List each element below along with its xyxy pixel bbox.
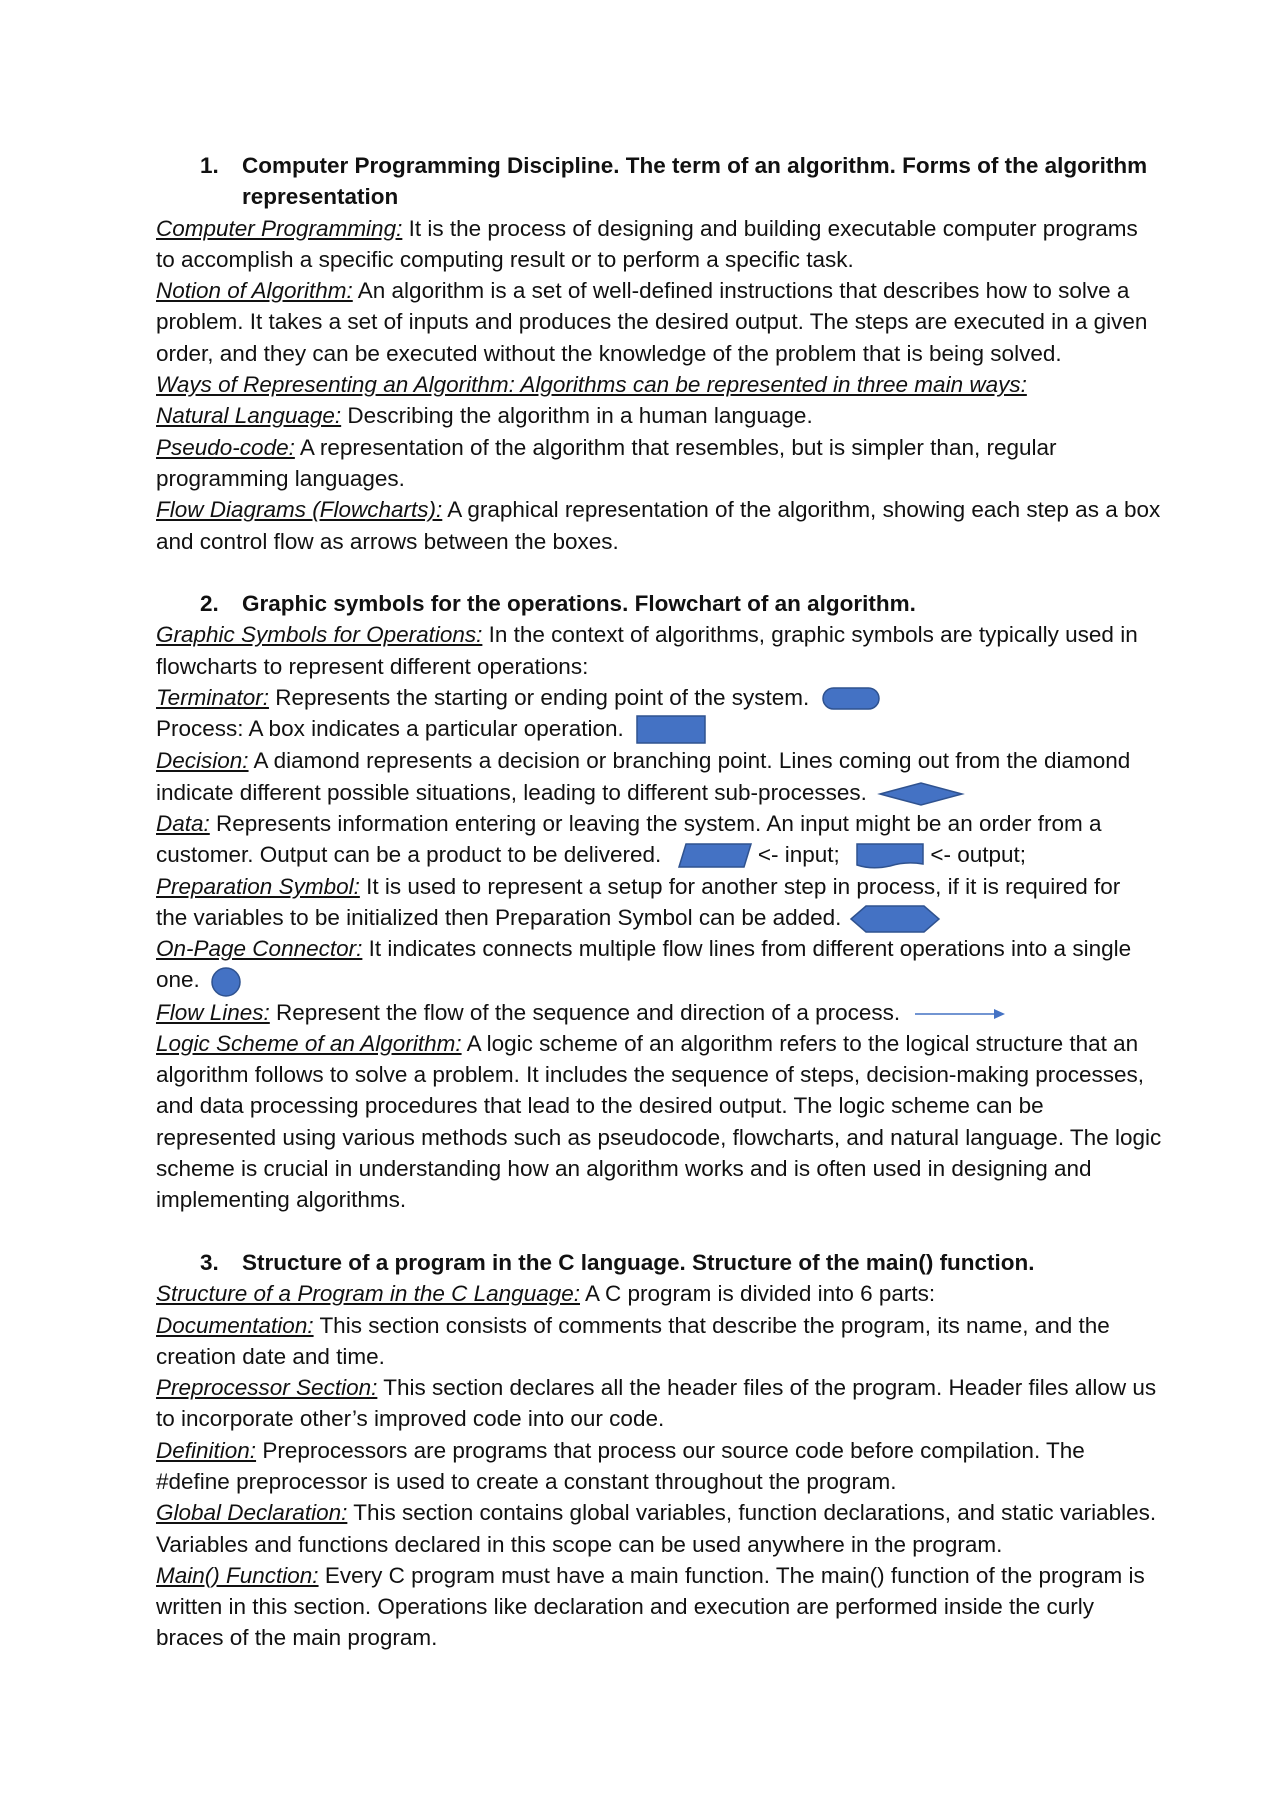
preparation-symbol-icon — [850, 905, 940, 933]
document-page — [156, 150, 1162, 1654]
paragraph-line: #define preprocessor is used to create a constant throughout the program. — [156, 1469, 897, 1494]
term-label: Structure of a Program in the C Language: — [156, 1281, 580, 1307]
section-1-heading — [156, 150, 1148, 181]
paragraph: On-Page Connector: It indicates connects multiple flow lines from different operations into a single — [156, 936, 1132, 962]
paragraph-line: Variables and functions declared in this scope can be used anywhere in the program. — [156, 1531, 1003, 1557]
paragraph: Logic Scheme of an Algorithm: A logic scheme of an algorithm refers to the logical structure that an — [156, 1030, 1139, 1056]
paragraph: Flow Lines: Represent the flow of the sequence and direction of a process. — [156, 997, 1136, 1028]
paragraph: Data: Represents information entering or leaving the system. An input might be an order from a — [156, 811, 1102, 836]
term-label: Preparation Symbol: — [156, 873, 360, 899]
paragraph — [156, 369, 1136, 400]
term-label: Main() Function: — [156, 1562, 319, 1588]
paragraph-line: and data processing procedures that lead to the desired output. The logic scheme can be — [156, 1093, 1044, 1119]
paragraph: Terminator: Represents the starting or ending point of the system. — [156, 682, 1136, 713]
term-label: Documentation: — [156, 1312, 314, 1338]
paragraph: Main() Function: Every C program must have a main function. The main() function of the program is — [156, 1562, 1145, 1588]
connector-symbol-icon — [210, 967, 242, 997]
paragraph-line: flowcharts to represent different operations: — [156, 653, 589, 679]
paragraph-line: problem. It takes a set of inputs and produces the desired output. The steps are executed in a given — [156, 309, 1148, 335]
paragraph-line: programming languages. — [156, 465, 405, 491]
term-label: Notion of Algorithm: — [156, 278, 353, 304]
section-number: 3. — [200, 1249, 219, 1275]
term-label: On-Page Connector: — [156, 936, 363, 962]
process-symbol-icon — [636, 715, 706, 745]
paragraph-line: indicate different possible situations, leading to different sub-processes. — [156, 777, 1136, 808]
paragraph: Structure of a Program in the C Language: A C program is divided into 6 parts: — [156, 1281, 936, 1307]
paragraph: Notion of Algorithm: An algorithm is a set of well-defined instructions that describes how to solve a — [156, 278, 1130, 304]
paragraph: Process: A box indicates a particular operation. — [156, 713, 1136, 745]
flow-line-arrow-icon — [914, 1007, 1006, 1021]
term-label: Preprocessor Section: — [156, 1375, 378, 1401]
term-label: Natural Language: — [156, 403, 342, 429]
term-label: Flow Lines: — [156, 999, 270, 1025]
paragraph: Graphic Symbols for Operations: In the context of algorithms, graphic symbols are typically used in — [156, 622, 1138, 648]
paragraph: Flow Diagrams (Flowcharts): A graphical representation of the algorithm, showing each step as a box — [156, 497, 1161, 523]
data-output-label: <- output; — [930, 842, 1027, 868]
paragraph: Definition: Preprocessors are programs that process our source code before compilation. The — [156, 1437, 1085, 1463]
paragraph-line: one. — [156, 964, 1136, 996]
paragraph-line: order, and they can be executed without the knowledge of the problem that is being solved. — [156, 340, 1062, 366]
paragraph: Documentation: This section consists of comments that describe the program, its name, and the — [156, 1312, 1110, 1338]
paragraph-line: to incorporate other’s improved code into our code. — [156, 1406, 665, 1432]
paragraph: Computer Programming: It is the process of designing and building executable computer programs — [156, 215, 1138, 241]
paragraph: Pseudo-code: A representation of the algorithm that resembles, but is simpler than, regular — [156, 434, 1057, 460]
data-input-symbol-icon — [678, 843, 752, 869]
terminator-symbol-icon — [822, 687, 880, 711]
paragraph-line: and control flow as arrows between the boxes. — [156, 528, 619, 554]
term-label: Data: — [156, 811, 210, 836]
section-2-heading — [156, 588, 1136, 619]
term-label: Terminator: — [156, 685, 269, 711]
decision-symbol-icon — [879, 782, 963, 806]
term-label: Pseudo-code: — [156, 434, 295, 460]
paragraph-line: represented using various methods such as pseudocode, flowcharts, and natural language. The logic — [156, 1124, 1162, 1150]
section-title: Computer Programming Discipline. The term of an algorithm. Forms of the algorithm — [242, 153, 1148, 178]
term-label: Definition: — [156, 1437, 257, 1463]
paragraph-line: implementing algorithms. — [156, 1187, 407, 1213]
section-title: Structure of a program in the C language. Structure of the main() function. — [242, 1249, 1035, 1275]
paragraph-line: written in this section. Operations like declaration and execution are performed inside the curly — [156, 1594, 1094, 1620]
term-label: Ways of Representing an Algorithm: Algorithms can be represented in three main ways: — [156, 372, 1027, 398]
paragraph-line: the variables to be initialized then Preparation Symbol can be added. — [156, 902, 1136, 933]
paragraph: Global Declaration: This section contains global variables, function declarations, and static variables. — [156, 1500, 1157, 1526]
term-label: Global Declaration: — [156, 1500, 348, 1526]
paragraph-line: creation date and time. — [156, 1343, 385, 1369]
paragraph-line: braces of the main program. — [156, 1625, 438, 1651]
paragraph: Decision: A diamond represents a decision or branching point. Lines coming out from the diamond — [156, 748, 1131, 774]
data-output-symbol-icon — [856, 843, 924, 869]
paragraph: Preparation Symbol: It is used to represent a setup for another step in process, if it is required for — [156, 873, 1121, 899]
paragraph-line: customer. Output can be a product to be delivered. <- input; <- output; — [156, 839, 1136, 870]
section-number: 2. — [200, 591, 219, 617]
section-3-heading — [156, 1247, 1136, 1278]
paragraph-line: algorithm follows to solve a problem. It includes the sequence of steps, decision-making processes, — [156, 1062, 1145, 1088]
paragraph: Natural Language: Describing the algorithm in a human language. — [156, 403, 813, 429]
paragraph-line: to accomplish a specific computing result or to perform a specific task. — [156, 246, 854, 272]
section-1-heading-cont: representation — [242, 184, 399, 210]
section-number: 1. — [200, 153, 219, 178]
term-label: Logic Scheme of an Algorithm: — [156, 1030, 462, 1056]
term-label: Decision: — [156, 748, 249, 774]
term-label: Flow Diagrams (Flowcharts): — [156, 497, 443, 523]
term-label: Computer Programming: — [156, 215, 403, 241]
term-label: Graphic Symbols for Operations: — [156, 622, 483, 648]
paragraph-line: scheme is crucial in understanding how an algorithm works and is often used in designing and — [156, 1156, 1092, 1182]
section-title: Graphic symbols for the operations. Flowchart of an algorithm. — [242, 591, 916, 617]
data-input-label: <- input; — [757, 842, 840, 868]
paragraph: Preprocessor Section: This section declares all the header files of the program. Header files allow us — [156, 1375, 1157, 1401]
